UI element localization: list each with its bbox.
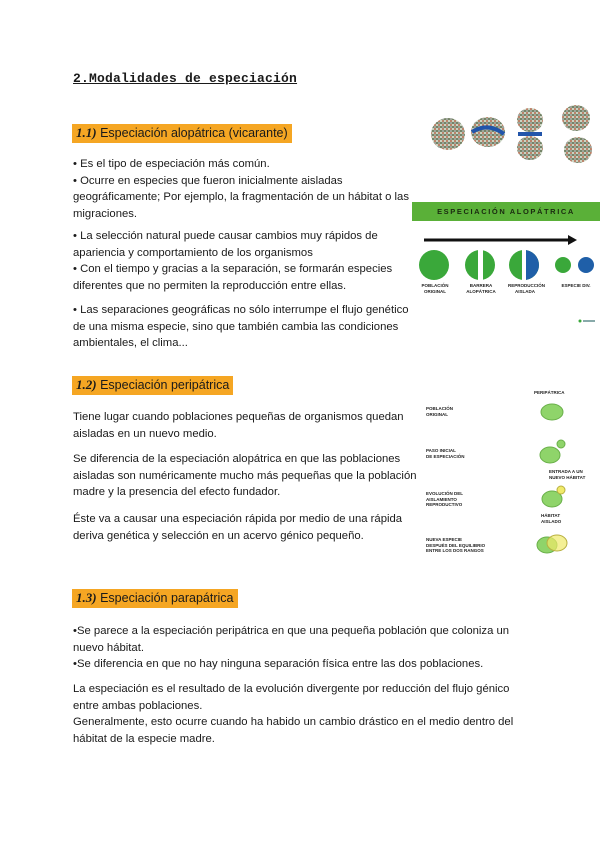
label-poblacion: POBLACIÓN ORIGINAL — [421, 283, 449, 294]
s3-paragraph-b — [73, 681, 513, 747]
text-line: La especiación es el resultado de la evolución divergente por reducción del flujo génico — [73, 683, 510, 695]
row-label-line: DE ESPECIACIÓN — [426, 453, 465, 459]
text-line: de una misma especie, sino que también cambia las condiciones — [73, 320, 399, 333]
text-line: • Ocurre en especies que fueron inicialmente aisladas — [73, 174, 343, 187]
text-line: entre ambas poblaciones. — [73, 699, 203, 712]
s2-paragraph-a — [73, 409, 404, 442]
section-heading-alopatrica — [72, 124, 292, 143]
section-title: Especiación alopátrica (vicarante) — [100, 126, 288, 140]
section-heading-peripatrica — [72, 376, 233, 395]
page-title: 2.Modalidades de especiación — [73, 71, 298, 86]
text-line: aisladas en un nuevo medio. — [73, 427, 217, 440]
row-label-line: DESPUÉS DEL EQUILIBRIO — [426, 542, 486, 548]
text-line: Tiene lugar cuando poblaciones pequeñas de organismos quedan — [73, 411, 404, 423]
section-title: Especiación peripátrica — [100, 378, 230, 392]
s3-paragraph-a — [73, 623, 509, 673]
text-line: aisladas son numéricamente mucho más pequeñas que la población — [73, 469, 417, 482]
row-label-3 — [426, 491, 463, 508]
text-line: • Con el tiempo y gracias a la separación, se formarán especies — [73, 263, 393, 275]
s1-paragraph-c — [73, 302, 409, 352]
text-line: hábitat de la especie madre. — [73, 732, 215, 745]
text-line: nuevo hábitat. — [73, 641, 144, 654]
row-label-4 — [426, 537, 485, 554]
row-label-1 — [426, 406, 453, 417]
row-label-line: EVOLUCIÓN DEL — [426, 491, 464, 496]
row-label-line: POBLACIÓN — [426, 406, 453, 411]
text-line: •Se diferencia en que no hay ninguna separación física entre las dos poblaciones. — [73, 658, 484, 670]
text-line: madre y la presencia del efecto fundador. — [73, 486, 281, 498]
label-reproduccion: REPRODUCCIÓN AISLADA — [508, 283, 546, 294]
row-label-line: REPRODUCTIVO — [426, 502, 463, 507]
s2-paragraph-c — [73, 511, 402, 544]
note-habitat-aislado — [541, 513, 561, 524]
text-line: deriva genética y selección en un acervo génico pequeño. — [73, 529, 364, 542]
section-title: Especiación parapátrica — [100, 591, 234, 605]
peripatrica-diagram — [530, 398, 580, 562]
section-number: 1.3) — [76, 590, 97, 605]
text-line: geográficamente; Por ejemplo, la fragmentación de un hábitat o las — [73, 191, 409, 203]
section-number: 1.2) — [76, 377, 97, 392]
text-line: Se diferencia de la especiación alopátrica en que las poblaciones — [73, 453, 401, 465]
text-line: ambientales, el clima... — [73, 337, 188, 349]
small-logo-icon — [578, 318, 596, 324]
label-especie: ESPECIE DIV. — [561, 283, 591, 288]
population-clusters-image — [428, 102, 600, 168]
alopatrica-diagram — [412, 230, 600, 290]
text-line: diferentes que no permiten la reproducción entre ellas. — [73, 279, 347, 292]
section-heading-parapatrica — [72, 589, 238, 608]
row-label-2 — [426, 448, 465, 459]
s1-paragraph-a — [73, 156, 409, 222]
section-number: 1.1) — [76, 125, 97, 140]
row-label-line: ORIGINAL — [426, 411, 448, 417]
peripatrica-header: PERIPÁTRICA — [534, 390, 565, 395]
note-line: ENTRADA A UN — [549, 469, 583, 474]
row-label-line: NUEVA ESPECIE — [426, 537, 463, 542]
label-barrera: BARRERA ALOPÁTRICA — [466, 283, 496, 294]
s1-paragraph-b — [73, 228, 392, 294]
text-line: • Las separaciones geográficas no sólo interrumpe el flujo genético — [73, 304, 409, 316]
text-line: • Es el tipo de especiación más común. — [73, 158, 270, 170]
row-label-line: ENTRE LOS DOS RANGOS — [426, 548, 484, 553]
text-line: Generalmente, esto ocurre cuando ha habido un cambio drástico en el medio dentro del — [73, 716, 514, 728]
text-line: •Se parece a la especiación peripátrica en que una pequeña población que coloniza un — [73, 625, 510, 637]
text-line: • La selección natural puede causar cambios muy rápidos de — [73, 230, 378, 242]
note-line: NUEVO HÁBITAT — [549, 474, 586, 480]
s2-paragraph-b — [73, 451, 417, 501]
text-line: apariencia y comportamiento de los organismos — [73, 246, 313, 259]
note-line: AISLADO — [541, 518, 562, 524]
row-label-line: PASO INICIAL — [426, 448, 456, 453]
text-line: migraciones. — [73, 207, 138, 220]
note-line: HÁBITAT — [541, 513, 561, 518]
note-nuevo-habitat — [549, 469, 585, 480]
text-line: Éste va a causar una especiación rápida por medio de una rápida — [73, 513, 403, 525]
banner-text: ESPECIACIÓN ALOPÁTRICA — [437, 207, 575, 216]
alopatrica-banner — [412, 202, 600, 221]
row-label-line: AISLAMIENTO — [426, 496, 457, 502]
